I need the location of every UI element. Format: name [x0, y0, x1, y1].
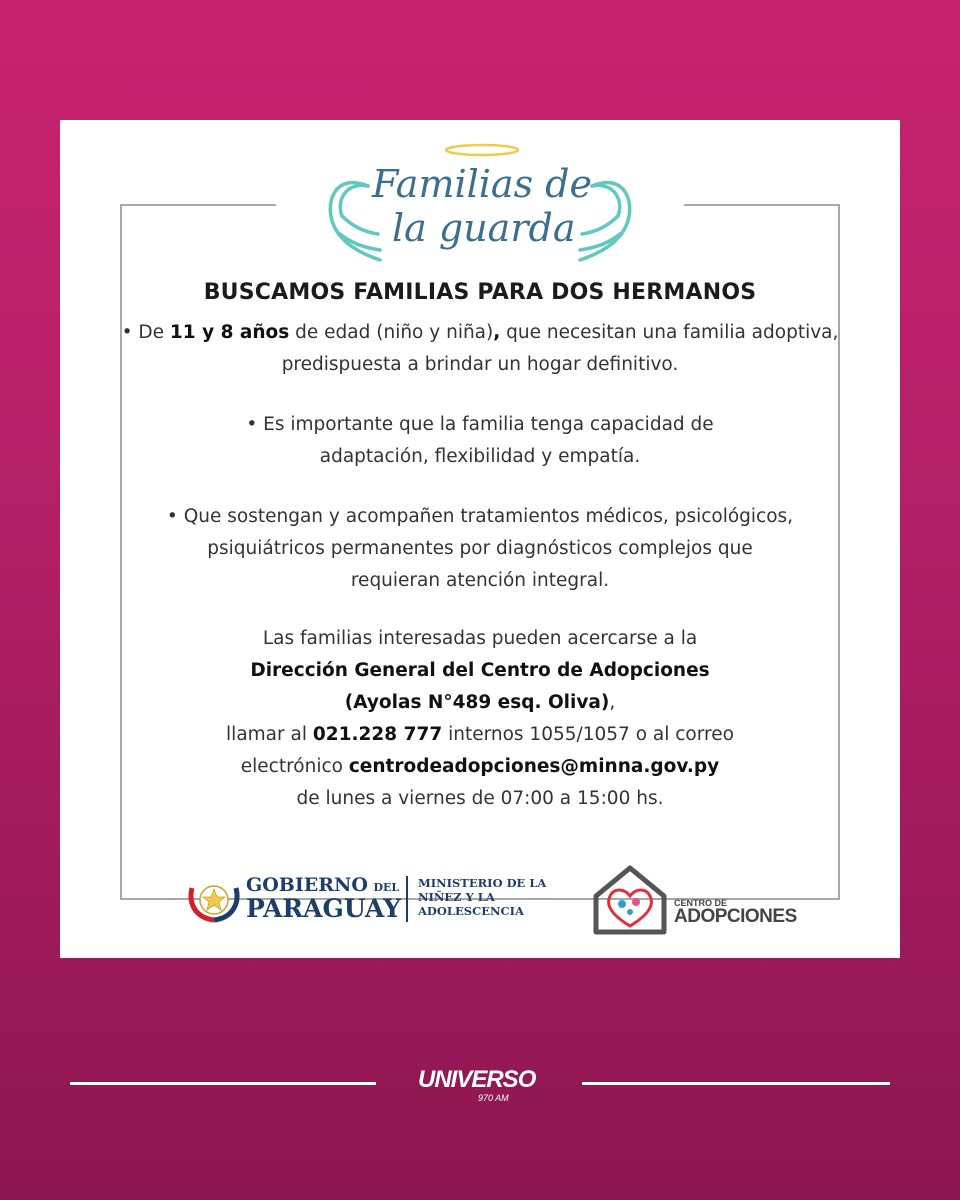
contact-org: Dirección General del Centro de Adopciones: [250, 660, 710, 681]
card-footer: [120, 860, 840, 940]
bullet-ages-text-3: que necesitan una familia adoptiva, predispuesta a brindar un hogar definitivo.: [281, 322, 839, 375]
bullet-treatments: • Que sostengan y acompañen tratamientos médicos, psicológicos, psiquiátricos permanentes por diagnósticos complejos que requieran atención integral.: [166, 506, 794, 591]
gov-line1: GOBIERNO: [246, 874, 368, 896]
frame-top-left: [120, 204, 276, 206]
spacer: [120, 473, 840, 501]
centro-adopciones-logo: [590, 860, 797, 940]
gov-divider: [406, 876, 408, 922]
bullet-ages: [120, 317, 840, 381]
contact-email-prefix: electrónico: [240, 756, 349, 777]
gobierno-paraguay-logo: [188, 874, 578, 934]
contact-address: (Ayolas N°489 esq. Oliva): [344, 692, 610, 713]
headline: BUSCAMOS FAMILIAS PARA DOS HERMANOS: [203, 280, 757, 305]
bullet-ages-text-1: • De: [121, 322, 170, 343]
bullet-ages-text-2: de edad (niño y niña): [289, 322, 494, 343]
familias-de-la-guarda-logo: [322, 142, 638, 274]
centro-big-text: ADOPCIONES: [674, 906, 797, 927]
house-heart-icon: [590, 860, 670, 940]
contact-email: centrodeadopciones@minna.gov.py: [348, 756, 720, 777]
announcement-card: [60, 120, 900, 958]
announcement-content: [120, 270, 840, 815]
contact-email-line: [120, 751, 840, 783]
universo-frequency: 970 AM: [478, 1093, 509, 1103]
gov-line2: PARAGUAY: [246, 894, 401, 923]
contact-call-prefix: llamar al: [226, 724, 313, 745]
brand-line-left: [70, 1082, 376, 1085]
frame-top-right: [684, 204, 840, 206]
brand-line-right: [582, 1082, 890, 1085]
contact-phone-line: [120, 719, 840, 751]
contact-phone: 021.228 777: [312, 724, 443, 745]
ministry-name: MINISTERIO DE LA NIÑEZ Y LA ADOLESCENCIA: [418, 876, 547, 918]
logo-text-line2: la guarda: [392, 206, 576, 250]
gobierno-paraguay-text: [246, 876, 401, 921]
spacer: [120, 381, 840, 409]
contact-org-line: [120, 655, 840, 687]
universo-logo-text: UNIVERSO: [418, 1066, 536, 1093]
contact-call-suffix: internos 1055/1057 o al correo: [442, 724, 734, 745]
gov-line1-small: DEL: [373, 881, 400, 894]
national-seal-icon: [188, 874, 240, 924]
centro-small-text: CENTRO DE: [674, 898, 728, 908]
logo-text-line1: Familias de: [372, 162, 592, 206]
bullet-ages-highlight: 11 y 8 años: [169, 322, 290, 343]
contact-hours: de lunes a viernes de 07:00 a 15:00 hs.: [296, 788, 664, 809]
bullet-capacity: • Es importante que la familia tenga capacidad de adaptación, flexibilidad y empatía.: [246, 414, 714, 467]
contact-address-suffix: ,: [609, 692, 616, 713]
contact-address-line: [120, 687, 840, 719]
contact-intro: Las familias interesadas pueden acercarse a la: [262, 628, 698, 649]
bullet-ages-comma: ,: [493, 322, 501, 343]
spacer: [120, 597, 840, 623]
